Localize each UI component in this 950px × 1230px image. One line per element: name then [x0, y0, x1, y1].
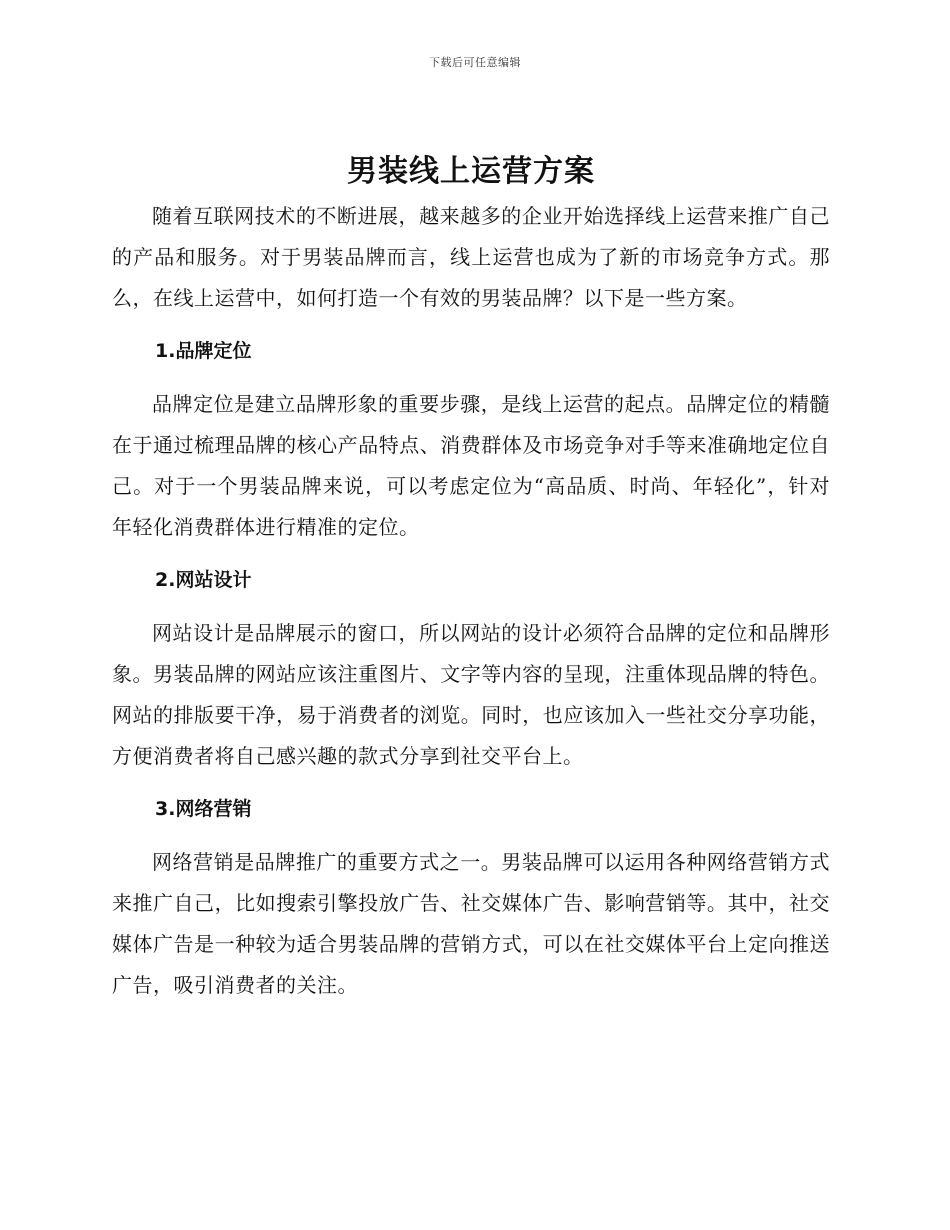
header-note: 下载后可任意编辑 [429, 56, 521, 69]
document-title: 男装线上运营方案 [347, 154, 595, 189]
section-heading: 3.网络营销 [155, 798, 252, 820]
section-heading: 1.品牌定位 [155, 340, 252, 362]
section-online-marketing [112, 789, 830, 1006]
intro-paragraph: 随着互联网技术的不断进展，越来越多的企业开始选择线上运营来推广自己的产品和服务。对于男装品牌而言，线上运营也成为了新的市场竞争方式。那么，在线上运营中，如何打造一个有效的男装品牌？以下是一些方案。 [112, 204, 830, 310]
section-paragraph: 品牌定位是建立品牌形象的重要步骤，是线上运营的起点。品牌定位的精髓在于通过梳理品牌的核心产品特点、消费群体及市场竞争对手等来准确地定位自己。对于一个男装品牌来说，可以考虑定位为“高品质、时尚、年轻化”，针对年轻化消费群体进行精准的定位。 [112, 392, 830, 539]
section-heading: 2.网站设计 [155, 569, 252, 591]
section-paragraph: 网站设计是品牌展示的窗口，所以网站的设计必须符合品牌的定位和品牌形象。男装品牌的网站应该注重图片、文字等内容的呈现，注重体现品牌的特色。网站的排版要干净，易于消费者的浏览。同时，也应该加入一些社交分享功能，方便消费者将自己感兴趣的款式分享到社交平台上。 [112, 621, 830, 768]
section-brand-positioning [112, 331, 830, 548]
section-website-design [112, 560, 830, 777]
document-body [112, 150, 830, 1006]
section-paragraph: 网络营销是品牌推广的重要方式之一。男装品牌可以运用各种网络营销方式来推广自己，比如搜索引擎投放广告、社交媒体广告、影响营销等。其中，社交媒体广告是一种较为适合男装品牌的营销方式，可以在社交媒体平台上定向推送广告，吸引消费者的关注。 [112, 850, 830, 997]
